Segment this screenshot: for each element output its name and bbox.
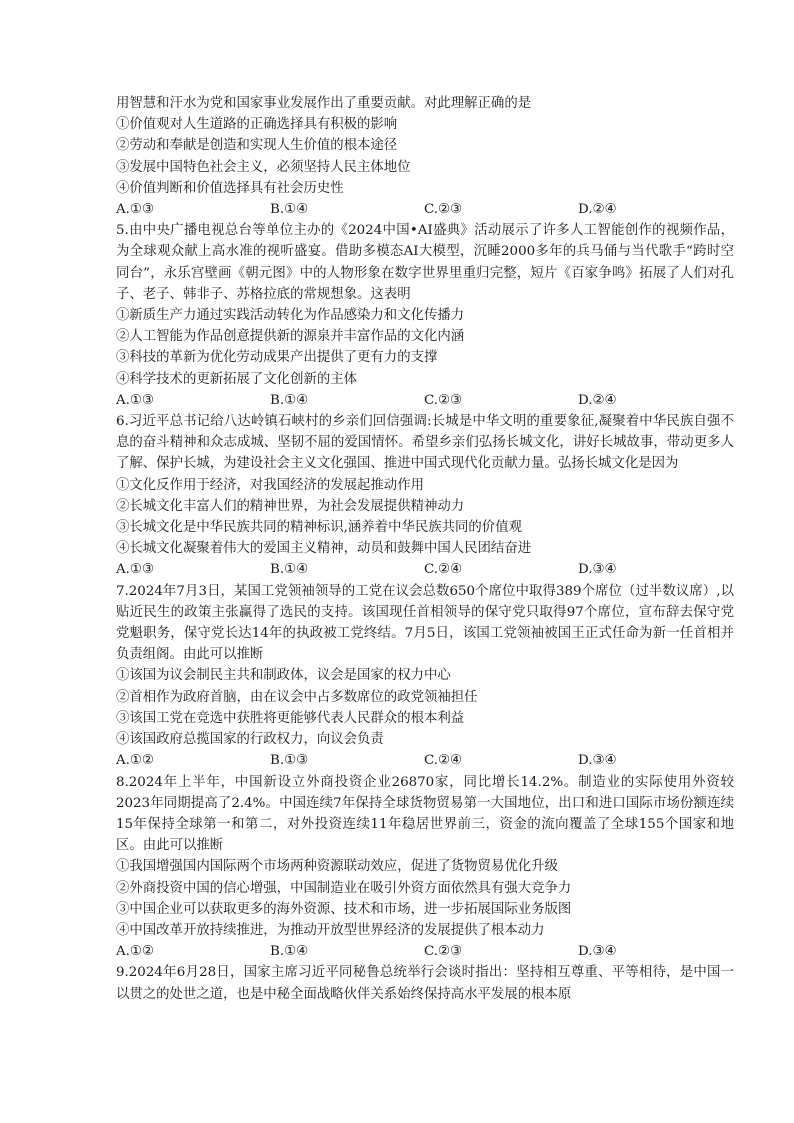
choice-c: C.②③ bbox=[424, 392, 463, 408]
choice-d: D.③④ bbox=[578, 753, 617, 769]
option-1: ①该国为议会制民主共和制政体，议会是国家的权力中心 bbox=[116, 668, 451, 684]
option-2: ②外商投资中国的信心增强，中国制造业在吸引外资方面依然具有强大竞争力 bbox=[116, 880, 572, 896]
option-2: ②劳动和奉献是创造和实现人生价值的根本途径 bbox=[116, 138, 398, 154]
option-2: ②长城文化丰富人们的精神世界，为社会发展提供精神动力 bbox=[116, 498, 465, 514]
option-1: ①文化反作用于经济，对我国经济的发展起推动作用 bbox=[116, 477, 424, 493]
choice-c: C.②④ bbox=[424, 562, 463, 578]
choice-b: B.①④ bbox=[270, 562, 309, 578]
option-4: ④科学技术的更新拓展了文化创新的主体 bbox=[116, 371, 358, 387]
question-6 bbox=[116, 411, 734, 581]
option-1: ①我国增强国内国际两个市场两种资源联动效应，促进了货物贸易优化升级 bbox=[116, 859, 558, 875]
choice-a: A.①② bbox=[116, 944, 154, 960]
question-8 bbox=[116, 772, 734, 963]
choice-c: C.②③ bbox=[424, 944, 463, 960]
choice-b: B.①④ bbox=[270, 944, 309, 960]
choice-a: A.①② bbox=[116, 753, 154, 769]
answer-choices bbox=[116, 941, 734, 962]
choice-a: A.①③ bbox=[116, 202, 154, 218]
option-1: ①价值观对人生道路的正确选择具有积极的影响 bbox=[116, 117, 398, 133]
choice-d: D.③④ bbox=[578, 562, 617, 578]
question-7 bbox=[116, 581, 734, 772]
question-5 bbox=[116, 220, 734, 411]
question-9 bbox=[116, 962, 734, 1004]
option-1: ①新质生产力通过实践活动转化为作品感染力和文化传播力 bbox=[116, 308, 465, 324]
choice-c: C.②③ bbox=[424, 202, 463, 218]
option-4: ④中国改革开放持续推进，为推动开放型世界经济的发展提供了根本动力 bbox=[116, 922, 545, 938]
choice-d: D.③④ bbox=[578, 944, 617, 960]
question-4-continuation bbox=[116, 93, 734, 220]
option-2: ②人工智能为作品创意提供新的源泉并丰富作品的文化内涵 bbox=[116, 329, 465, 345]
choice-d: D.②④ bbox=[578, 392, 617, 408]
choice-b: B.①③ bbox=[270, 753, 309, 769]
option-2: ②首相作为政府首脑，由在议会中占多数席位的政党领袖担任 bbox=[116, 689, 478, 705]
choice-a: A.①③ bbox=[116, 392, 154, 408]
question-stem: 7.2024年7月3日，某国工党领袖领导的工党在议会总数650个席位中取得389个席位（过半数议席）,以贴近民生的政策主张赢得了选民的支持。该国现任首相领导的保守党只取得97个席位，宣布辞去保守党党魁职务，保守党长达14年的执政被工党终结。7月5日，该国工党领袖被国王正式任命为新一任首相并负责组阁。由此可以推断 bbox=[116, 583, 734, 663]
question-stem: 5.由中央广播电视总台等单位主办的《2024中国•AI盛典》活动展示了许多人工智能创作的视频作品，为全球观众献上高水准的视听盛宴。借助多模态AI大模型，沉睡2000多年的兵马俑与当代歌手“跨时空同台”，永乐宫壁画《朝元图》中的人物形象在数字世界里重归完整，短片《百家争鸣》拓展了人们对孔子、老子、韩非子、苏格拉底的常规想象。这表明 bbox=[116, 223, 734, 302]
choice-a: A.①③ bbox=[116, 562, 154, 578]
question-stem: 用智慧和汗水为党和国家事业发展作出了重要贡献。对此理解正确的是 bbox=[116, 96, 532, 111]
choice-d: D.②④ bbox=[578, 202, 617, 218]
question-stem: 8.2024年上半年，中国新设立外商投资企业26870家，同比增长14.2%。制造业的实际使用外资较2023年同期提高了2.4%。中国连续7年保持全球货物贸易第一大国地位，出口和进口国际市场份额连续15年保持全球第一和第二，对外投资连续11年稳居世界前三，资金的流向覆盖了全球155个国家和地区。由此可以推断 bbox=[116, 774, 734, 854]
option-3: ③长城文化是中华民族共同的精神标识,涵养着中华民族共同的价值观 bbox=[116, 520, 522, 536]
answer-choices bbox=[116, 750, 734, 771]
choice-b: B.①④ bbox=[270, 392, 309, 408]
choice-c: C.②④ bbox=[424, 753, 463, 769]
option-4: ④该国政府总揽国家的行政权力，向议会负责 bbox=[116, 732, 384, 748]
answer-choices bbox=[116, 199, 734, 220]
option-3: ③该国工党在竞选中获胜将更能够代表人民群众的根本利益 bbox=[116, 710, 465, 726]
choice-b: B.①④ bbox=[270, 202, 309, 218]
question-stem: 6.习近平总书记给八达岭镇石峡村的乡亲们回信强调:长城是中华文明的重要象征,凝聚着中华民族自强不息的奋斗精神和众志成城、坚韧不屈的爱国情怀。希望乡亲们弘扬长城文化，讲好长城故事，带动更多人了解、保护长城，为建设社会主义文化强国、推进中国式现代化贡献力量。弘扬长城文化是因为 bbox=[116, 414, 734, 472]
option-4: ④长城文化凝聚着伟大的爱国主义精神，动员和鼓舞中国人民团结奋进 bbox=[116, 541, 532, 557]
option-3: ③发展中国特色社会主义，必须坚持人民主体地位 bbox=[116, 159, 411, 175]
answer-choices bbox=[116, 559, 734, 580]
option-3: ③中国企业可以获取更多的海外资源、技术和市场，进一步拓展国际业务版图 bbox=[116, 901, 572, 917]
answer-choices bbox=[116, 390, 734, 411]
option-3: ③科技的革新为优化劳动成果产出提供了更有力的支撑 bbox=[116, 350, 438, 366]
question-stem: 9.2024年6月28日，国家主席习近平同秘鲁总统举行会谈时指出：坚持相互尊重、平等相待，是中国一以贯之的处世之道，也是中秘全面战略伙伴关系始终保持高水平发展的根本原 bbox=[116, 965, 734, 1002]
option-4: ④价值判断和价值选择具有社会历史性 bbox=[116, 180, 344, 196]
